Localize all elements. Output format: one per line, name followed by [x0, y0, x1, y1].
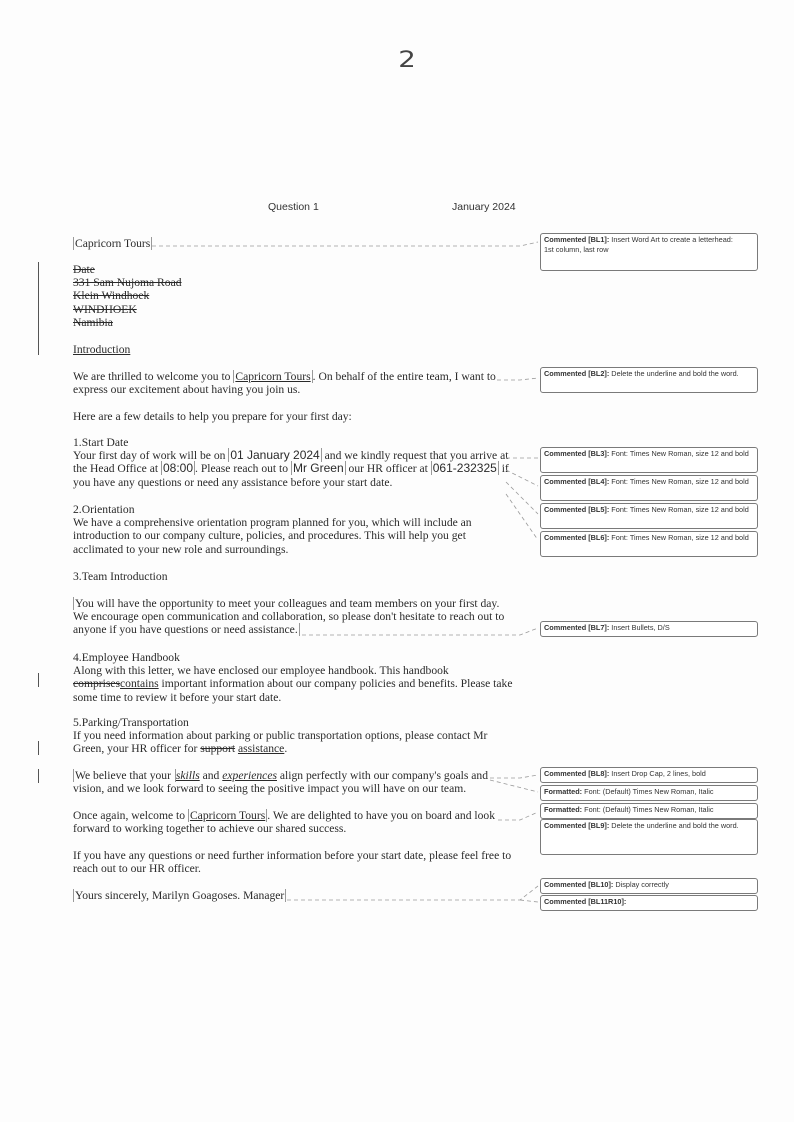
change-bar [38, 741, 39, 755]
comment-label: Commented [BL4]: [544, 477, 610, 486]
comment-label: Formatted: [544, 787, 583, 796]
introduction-heading [73, 343, 513, 356]
orientation-heading: 2.Orientation [73, 503, 135, 516]
comment-label: Commented [BL7]: [544, 623, 610, 632]
formatting-balloon[interactable] [540, 803, 758, 819]
start-text: and we kindly request that you arrive at the Head Office at [73, 449, 509, 476]
comment-balloon[interactable] [540, 767, 758, 783]
comment-label: Commented [BL8]: [544, 769, 610, 778]
introduction-heading-text: Introduction [73, 343, 131, 356]
comment-balloon[interactable] [540, 503, 758, 529]
once-text: Once again, welcome to [73, 809, 188, 822]
orientation-section [73, 503, 513, 556]
contact-phone[interactable]: 061-232325 [432, 461, 497, 476]
comment-label: Commented [BL2]: [544, 369, 610, 378]
contact-name[interactable]: Mr Green [292, 461, 344, 476]
start-time-value[interactable]: 08:00 [162, 461, 194, 476]
signoff-text[interactable]: Yours sincerely, Marilyn Goagoses. Manager [75, 889, 285, 902]
comment-text: Insert Drop Cap, 2 lines, bold [609, 769, 706, 778]
once-company-name[interactable]: Capricorn Tours [189, 809, 266, 822]
italic-word-skills: skills [175, 769, 200, 782]
parking-heading: 5.Parking/Transportation [73, 716, 189, 729]
change-bar [38, 673, 39, 687]
deleted-address-block [73, 263, 513, 329]
comment-label: Commented [BL5]: [544, 505, 610, 514]
comment-label: Commented [BL6]: [544, 533, 610, 542]
start-date-section [73, 436, 513, 489]
comment-text: Delete the underline and bold the word. [609, 821, 739, 830]
comment-text: Insert Bullets, D/S [609, 623, 670, 632]
once-text: . We are delighted to have you on board and look forward to working together to achieve our shared success. [73, 809, 495, 836]
welcome-company-name[interactable]: Capricorn Tours [235, 370, 311, 383]
comment-text: Font: (Default) Times New Roman, Italic [582, 787, 714, 796]
questions-paragraph: If you have any questions or need further information before your start date, please feel free to reach out to our HR officer. [73, 849, 512, 876]
start-date-heading: 1.Start Date [73, 436, 129, 449]
team-paragraph [73, 597, 513, 637]
start-date-value[interactable]: 01 January 2024 [230, 448, 320, 463]
start-date-paragraph [73, 449, 513, 489]
handbook-section [73, 651, 513, 704]
comment-label: Commented [BL11R10]: [544, 897, 627, 906]
handbook-paragraph [73, 664, 513, 704]
comment-text: Font: Times New Roman, size 12 and bold [609, 505, 749, 514]
comment-text: Font: Times New Roman, size 12 and bold [609, 533, 749, 542]
signoff-line [73, 889, 513, 902]
comment-label: Commented [BL9]: [544, 821, 610, 830]
company-name-line [73, 237, 513, 250]
comment-balloon[interactable] [540, 447, 758, 473]
change-bar [38, 262, 39, 355]
details-intro: Here are a few details to help you prepare for your first day: [73, 410, 352, 423]
header-date: January 2024 [452, 201, 516, 213]
start-text: . Please reach out to [195, 462, 291, 476]
drop-cap-target[interactable] [73, 769, 176, 782]
deleted-line: WINDHOEK [73, 302, 137, 316]
welcome-paragraph [73, 370, 513, 396]
comment-text: Font: Times New Roman, size 12 and bold [609, 477, 749, 486]
deleted-word: support [200, 742, 236, 756]
handbook-heading: 4.Employee Handbook [73, 651, 180, 664]
parking-text: If you need information about parking or public transportation options, please contact Mr Green, your HR officer for [73, 729, 488, 756]
parking-section [73, 716, 513, 756]
header-question: Question 1 [268, 201, 319, 213]
company-name[interactable]: Capricorn Tours [75, 237, 151, 250]
team-heading: 3.Team Introduction [73, 570, 168, 583]
deleted-line: Date [73, 263, 95, 276]
deleted-word: comprises [73, 677, 121, 691]
believe-text: We believe that your [75, 769, 174, 782]
start-text: if you have any questions or need any assistance before your start date. [73, 462, 509, 489]
formatting-balloon[interactable] [540, 785, 758, 801]
handwritten-page-number: 2 [398, 48, 416, 73]
comment-label: Formatted: [544, 805, 583, 814]
comment-label: Commented [BL10]: [544, 880, 614, 889]
believe-paragraph [73, 769, 513, 795]
comment-balloon[interactable] [540, 475, 758, 501]
inserted-word: assistance [237, 742, 285, 756]
believe-text: align perfectly with our company's goals and vision, and we look forward to seeing the positive impact you will have on our team. [73, 769, 489, 796]
comment-balloon[interactable] [540, 878, 758, 894]
comment-balloon[interactable] [540, 531, 758, 557]
comment-text: Delete the underline and bold the word. [609, 369, 739, 378]
deleted-line: Namibia [73, 315, 113, 329]
welcome-text: . On behalf of the entire team, I want to express our excitement about having you join us. [73, 370, 496, 397]
welcome-text: We are thrilled to welcome you to [73, 370, 234, 383]
comment-balloon[interactable] [540, 621, 758, 637]
comment-label: Commented [BL1]: [544, 235, 610, 244]
comment-text: Insert Word Art to create a letterhead: [609, 235, 733, 244]
comment-text: Font: (Default) Times New Roman, Italic [582, 805, 714, 814]
comment-balloon[interactable] [540, 367, 758, 393]
orientation-paragraph: We have a comprehensive orientation program planned for you, which will include an introduction to our company culture, policies, and procedures. This will help you get acclimated to your new role and surroundings. [73, 516, 472, 556]
comment-text: Display correctly [613, 880, 669, 889]
comment-text: 1st column, last row [544, 245, 609, 254]
deleted-line: 331 Sam Nujoma Road [73, 276, 182, 290]
deleted-line: Klein Windhoek [73, 289, 150, 303]
start-text: Your first day of work will be on [73, 449, 229, 463]
change-bar [38, 769, 39, 783]
comment-balloon[interactable] [540, 233, 758, 271]
once-again-paragraph [73, 809, 513, 835]
handbook-text: Along with this letter, we have enclosed our employee handbook. This handbook [73, 664, 449, 678]
team-paragraph-text[interactable]: You will have the opportunity to meet your colleagues and team members on your first day. We encourage open communication and collaboration, so please don't hesitate to reach out to anyone if you have questions or need assistance. [73, 597, 505, 637]
italic-word-experiences: experiences [222, 769, 277, 782]
parking-text: . [284, 742, 288, 756]
comment-balloon[interactable] [540, 819, 758, 855]
comment-label: Commented [BL3]: [544, 449, 610, 458]
handbook-text: important information about our company policies and benefits. Please take some time to review it before your start date. [73, 677, 513, 704]
parking-paragraph [73, 729, 513, 755]
inserted-word: contains [120, 677, 159, 691]
comment-reply-balloon[interactable] [540, 895, 758, 911]
believe-text: and [199, 769, 223, 782]
comment-text: Font: Times New Roman, size 12 and bold [609, 449, 749, 458]
start-text: our HR officer at [345, 462, 431, 476]
